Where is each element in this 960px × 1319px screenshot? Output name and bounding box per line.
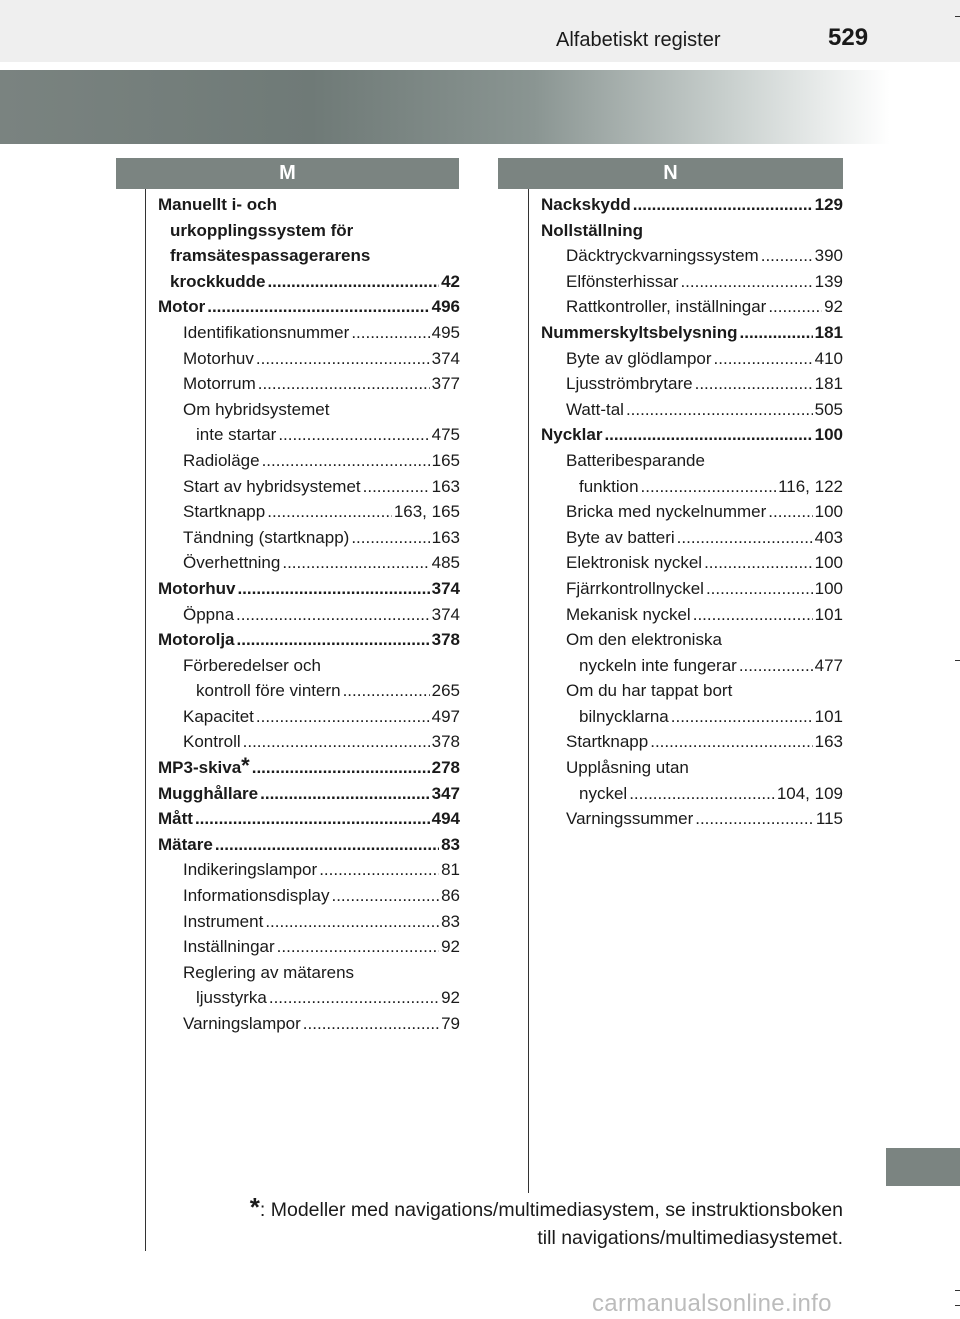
index-entry xyxy=(158,499,460,525)
leader-dots xyxy=(706,576,813,602)
entry-page-number: 410 xyxy=(814,348,843,368)
entry-label: krockkudde xyxy=(170,271,266,291)
leader-dots xyxy=(215,832,439,858)
index-entry xyxy=(541,499,843,525)
entry-label: Motorolja xyxy=(158,630,235,650)
entry-label: bilnycklarna xyxy=(579,706,669,726)
leader-dots xyxy=(267,269,439,295)
index-column-m xyxy=(158,192,460,1037)
leader-dots xyxy=(768,294,822,320)
entry-label: Tändning (startknapp) xyxy=(183,527,350,547)
entry-page-number: 79 xyxy=(441,1014,460,1033)
index-entry xyxy=(158,729,460,755)
entry-label: Motorhuv xyxy=(183,348,254,368)
index-entry xyxy=(158,704,460,730)
entry-page-number: 92 xyxy=(441,937,460,957)
leader-dots xyxy=(277,934,439,960)
leader-dots xyxy=(604,422,812,448)
entry-page-number: 81 xyxy=(441,860,460,880)
entry-label: Rattkontroller, inställningar xyxy=(566,297,767,317)
leader-dots xyxy=(278,422,429,448)
leader-dots xyxy=(351,320,429,346)
index-entry xyxy=(541,806,843,832)
entry-page-number: 378 xyxy=(431,630,460,650)
entry-label: Upplåsning utan xyxy=(566,758,689,778)
entry-page-number: 374 xyxy=(431,604,460,624)
leader-dots xyxy=(363,474,430,500)
entry-label: Instrument xyxy=(183,911,264,931)
index-entry xyxy=(541,729,843,755)
index-entry xyxy=(158,934,460,960)
leader-dots xyxy=(195,806,430,832)
entry-label: nyckel xyxy=(579,783,628,803)
entry-page-number: 378 xyxy=(431,732,460,752)
leader-dots xyxy=(650,729,812,755)
leader-dots xyxy=(626,397,813,423)
entry-label: framsätespassagerarens xyxy=(170,246,371,266)
index-entry xyxy=(541,755,843,781)
entry-page-number: 100 xyxy=(814,578,843,598)
entry-page-number: 42 xyxy=(441,271,460,291)
entry-label: Inställningar xyxy=(183,937,275,957)
entry-page-number: 83 xyxy=(441,834,460,854)
page-title: Alfabetiskt register xyxy=(556,29,721,51)
index-entry xyxy=(158,909,460,935)
section-index-tab xyxy=(886,1148,960,1186)
entry-page-number: 92 xyxy=(441,988,460,1008)
entry-page-number: 101 xyxy=(814,604,843,624)
entry-label: Nollställning xyxy=(541,220,643,240)
entry-page-number: 374 xyxy=(431,348,460,368)
crop-mark xyxy=(955,1290,960,1291)
index-entry xyxy=(158,294,460,320)
entry-page-number: 92 xyxy=(824,297,843,317)
leader-dots xyxy=(695,371,813,397)
index-column-n xyxy=(541,192,843,832)
entry-label: Överhettning xyxy=(183,553,281,573)
entry-label: Fjärrkontrollnyckel xyxy=(566,578,704,598)
index-entry xyxy=(541,448,843,474)
index-entry xyxy=(158,422,460,448)
entry-page-number: 485 xyxy=(431,553,460,573)
index-entry xyxy=(158,243,460,269)
entry-page-number: 163 xyxy=(431,527,460,547)
index-entry xyxy=(158,806,460,832)
entry-label: Varningssummer xyxy=(566,809,694,829)
entry-page-number: 163 xyxy=(431,476,460,496)
index-entry xyxy=(541,704,843,730)
index-entry xyxy=(541,294,843,320)
entry-page-number: 115 xyxy=(815,809,843,829)
footnote-star: * xyxy=(249,1192,260,1222)
entry-page-number: 477 xyxy=(814,655,843,675)
leader-dots xyxy=(633,192,813,218)
entry-label: kontroll före vintern xyxy=(196,681,341,701)
entry-label: Watt-tal xyxy=(566,399,624,419)
page-number: 529 xyxy=(828,24,869,51)
leader-dots xyxy=(693,602,813,628)
entry-page-number: 139 xyxy=(814,271,843,291)
entry-page-number: 181 xyxy=(814,374,843,394)
index-entry xyxy=(541,269,843,295)
left-column-rule xyxy=(145,189,146,1251)
entry-label: Förberedelser och xyxy=(183,655,321,675)
index-entry xyxy=(158,525,460,551)
entry-label: urkopplingssystem för xyxy=(170,220,354,240)
column-heading-n: N xyxy=(498,158,843,189)
crop-mark xyxy=(955,660,960,661)
entry-label: Om hybridsystemet xyxy=(183,399,330,419)
entry-page-number: 116, 122 xyxy=(778,476,843,496)
index-entry xyxy=(158,883,460,909)
column-heading-m: M xyxy=(116,158,459,189)
leader-dots xyxy=(695,806,814,832)
entry-label: Motorrum xyxy=(183,374,256,394)
leader-dots xyxy=(671,704,813,730)
entry-label: Byte av glödlampor xyxy=(566,348,712,368)
entry-label: Nackskydd xyxy=(541,195,631,214)
leader-dots xyxy=(265,909,439,935)
leader-dots xyxy=(303,1011,439,1037)
index-entry xyxy=(158,627,460,653)
leader-dots xyxy=(258,371,430,397)
entry-label: ljusstyrka xyxy=(196,988,267,1008)
entry-label: Nummerskyltsbelysning xyxy=(541,322,738,342)
index-entry xyxy=(541,602,843,628)
section-banner xyxy=(0,70,890,144)
index-entry xyxy=(541,627,843,653)
index-entry xyxy=(541,653,843,679)
index-entry xyxy=(541,781,843,807)
crop-mark xyxy=(955,1305,960,1306)
entry-page-number: 497 xyxy=(431,706,460,726)
index-entry xyxy=(158,192,460,218)
index-entry xyxy=(541,218,843,244)
entry-label: Mått xyxy=(158,809,193,829)
index-entry xyxy=(541,422,843,448)
entry-page-number: 403 xyxy=(814,527,843,547)
entry-page-number: 104, 109 xyxy=(776,783,843,803)
entry-label: Manuellt i- och xyxy=(158,195,277,214)
entry-label: Batteribesparande xyxy=(566,450,705,470)
leader-dots xyxy=(237,576,429,602)
entry-label: Radioläge xyxy=(183,450,260,470)
entry-page-number: 496 xyxy=(431,297,460,317)
leader-dots xyxy=(262,448,430,474)
entry-label: Mätare xyxy=(158,834,213,854)
entry-page-number: 165 xyxy=(431,450,460,470)
entry-label: Däcktryckvarningssystem xyxy=(566,246,759,266)
leader-dots xyxy=(761,243,813,269)
index-entry xyxy=(541,320,843,346)
footnote-marker: * xyxy=(241,753,250,779)
entry-label: Ljusströmbrytare xyxy=(566,374,693,394)
entry-page-number: 163, 165 xyxy=(393,502,460,522)
index-entry xyxy=(158,1011,460,1037)
index-entry xyxy=(158,985,460,1011)
entry-label: Byte av batteri xyxy=(566,527,675,547)
entry-label: funktion xyxy=(579,476,639,496)
index-entry xyxy=(541,474,843,500)
index-entry xyxy=(158,602,460,628)
entry-label: inte startar xyxy=(196,425,277,445)
leader-dots xyxy=(269,985,439,1011)
crop-mark xyxy=(955,16,960,17)
leader-dots xyxy=(207,294,429,320)
index-entry xyxy=(158,320,460,346)
entry-page-number: 100 xyxy=(814,425,843,445)
entry-page-number: 494 xyxy=(431,809,460,829)
entry-page-number: 83 xyxy=(441,911,460,931)
leader-dots xyxy=(331,883,439,909)
entry-page-number: 495 xyxy=(431,322,460,342)
index-entry xyxy=(541,576,843,602)
entry-page-number: 377 xyxy=(431,374,460,394)
leader-dots xyxy=(243,729,430,755)
entry-page-number: 163 xyxy=(814,732,843,752)
leader-dots xyxy=(343,678,430,704)
index-entry xyxy=(541,550,843,576)
index-entry xyxy=(158,678,460,704)
index-entry xyxy=(158,781,460,807)
entry-page-number: 390 xyxy=(814,246,843,266)
index-entry xyxy=(158,371,460,397)
index-entry xyxy=(541,371,843,397)
entry-label: Elektronisk nyckel xyxy=(566,553,703,573)
index-entry xyxy=(158,653,460,679)
entry-label: Om den elektroniska xyxy=(566,630,722,650)
watermark: carmanualsonline.info xyxy=(592,1290,832,1317)
entry-label: Start av hybridsystemet xyxy=(183,476,361,496)
entry-page-number: 265 xyxy=(431,681,460,701)
index-entry xyxy=(158,397,460,423)
entry-label: Öppna xyxy=(183,604,235,624)
index-entry xyxy=(158,218,460,244)
header-bar xyxy=(0,0,960,62)
entry-label: Bricka med nyckelnummer xyxy=(566,502,767,522)
index-entry xyxy=(158,960,460,986)
footnote-line-1: : Modeller med navigations/multimediasystem, se instruktionsboken xyxy=(259,1199,843,1221)
index-entry xyxy=(158,346,460,372)
entry-label: Startknapp xyxy=(566,732,649,752)
index-entry xyxy=(158,550,460,576)
entry-label: Om du har tappat bort xyxy=(566,681,733,701)
entry-label: Identifikationsnummer xyxy=(183,322,350,342)
center-column-rule xyxy=(528,189,529,1193)
footnote-line-2: till navigations/multimediasystemet. xyxy=(537,1227,843,1249)
index-entry xyxy=(541,243,843,269)
leader-dots xyxy=(351,525,429,551)
leader-dots xyxy=(641,474,777,500)
entry-page-number: 100 xyxy=(814,553,843,573)
leader-dots xyxy=(236,602,430,628)
leader-dots xyxy=(704,550,813,576)
footnote xyxy=(160,1193,843,1252)
entry-label: Indikeringslampor xyxy=(183,860,318,880)
entry-label: Nycklar xyxy=(541,425,603,445)
index-entry xyxy=(541,678,843,704)
leader-dots xyxy=(319,857,439,883)
leader-dots xyxy=(677,525,813,551)
leader-dots xyxy=(768,499,812,525)
index-entry xyxy=(158,269,460,295)
entry-page-number: 181 xyxy=(814,322,843,342)
entry-label: Kapacitet xyxy=(183,706,254,726)
entry-label: MP3-skiva xyxy=(158,758,242,778)
leader-dots xyxy=(256,704,430,730)
leader-dots xyxy=(282,550,429,576)
entry-label: Kontroll xyxy=(183,732,241,752)
index-entry xyxy=(158,474,460,500)
entry-page-number: 505 xyxy=(814,399,843,419)
leader-dots xyxy=(740,320,813,346)
entry-label: Informationsdisplay xyxy=(183,886,330,906)
entry-page-number: 100 xyxy=(814,502,843,522)
index-entry xyxy=(158,448,460,474)
leader-dots xyxy=(267,499,392,525)
index-entry xyxy=(541,397,843,423)
leader-dots xyxy=(739,653,813,679)
leader-dots xyxy=(714,346,813,372)
entry-page-number: 129 xyxy=(814,195,843,214)
index-entry xyxy=(158,832,460,858)
entry-label: Mugghållare xyxy=(158,783,259,803)
leader-dots xyxy=(256,346,430,372)
leader-dots xyxy=(260,781,430,807)
entry-label: Elfönsterhissar xyxy=(566,271,679,291)
leader-dots xyxy=(680,269,812,295)
index-entry xyxy=(158,576,460,602)
entry-page-number: 374 xyxy=(431,578,460,598)
entry-label: Reglering av mätarens xyxy=(183,962,355,982)
leader-dots xyxy=(629,781,775,807)
entry-page-number: 101 xyxy=(814,706,843,726)
entry-page-number: 86 xyxy=(441,886,460,906)
entry-label: nyckeln inte fungerar xyxy=(579,655,737,675)
entry-label: Startknapp xyxy=(183,502,266,522)
entry-label: Varningslampor xyxy=(183,1014,301,1033)
index-entry xyxy=(541,192,843,218)
index-entry xyxy=(541,346,843,372)
index-entry xyxy=(158,857,460,883)
entry-label: Motor xyxy=(158,297,206,317)
entry-page-number: 475 xyxy=(431,425,460,445)
index-entry xyxy=(541,525,843,551)
entry-page-number: 347 xyxy=(431,783,460,803)
entry-label: Motorhuv xyxy=(158,578,236,598)
entry-page-number: 278 xyxy=(431,758,460,778)
leader-dots xyxy=(252,755,430,781)
entry-label: Mekanisk nyckel xyxy=(566,604,691,624)
leader-dots xyxy=(237,627,430,653)
index-entry xyxy=(158,755,460,781)
